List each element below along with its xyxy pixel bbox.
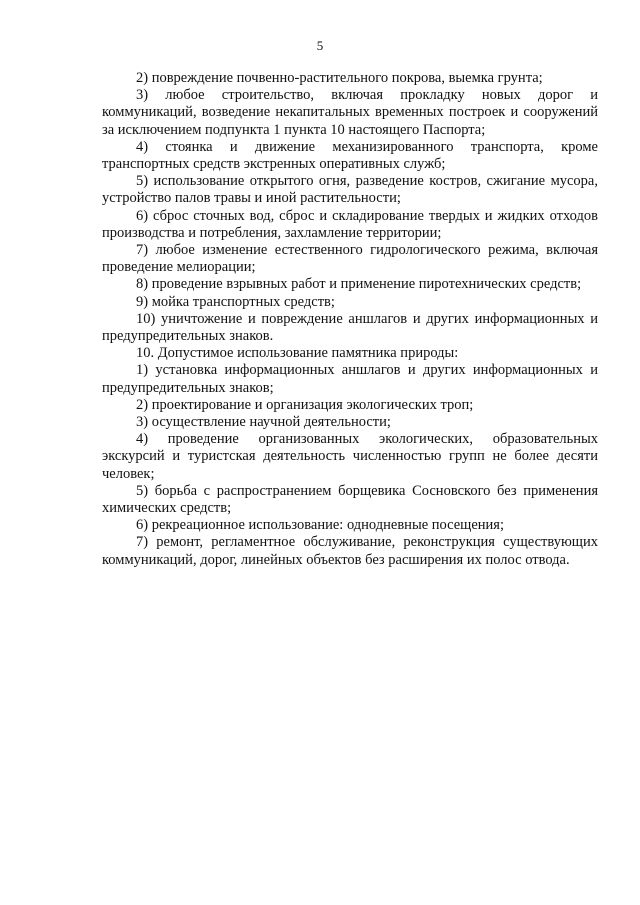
prohibition-item-4: 4) стоянка и движение механизированного транспорта, кроме транспортных средств экстренных оперативных служб; — [102, 138, 598, 173]
permitted-item-2: 2) проектирование и организация экологических троп; — [136, 396, 474, 413]
section-heading-permitted-use: 10. Допустимое использование памятника природы: — [136, 345, 459, 362]
document-body — [102, 70, 598, 569]
permitted-item-6: 6) рекреационное использование: однодневные посещения; — [136, 517, 504, 534]
permitted-item-7: 7) ремонт, регламентное обслуживание, реконструкция существующих коммуникаций, дорог, линейных объектов без расширения их полос отвода. — [102, 534, 598, 568]
prohibition-item-10: 10) уничтожение и повреждение аншлагов и других информационных и предупредительных знаков. — [102, 310, 598, 345]
prohibition-item-7: 7) любое изменение естественного гидрологического режима, включая проведение мелиорации; — [102, 242, 598, 276]
prohibition-item-2: 2) повреждение почвенно-растительного покрова, выемка грунта; — [136, 70, 543, 86]
prohibition-item-6: 6) сброс сточных вод, сброс и складирование твердых и жидких отходов производства и потребления, захламление территории; — [102, 207, 598, 241]
prohibition-item-9: 9) мойка транспортных средств; — [136, 293, 335, 310]
permitted-item-4: 4) проведение организованных экологических, образовательных экскурсий и туристская деятельность численностью групп не более десяти человек; — [102, 431, 598, 482]
prohibition-item-5: 5) использование открытого огня, разведение костров, сжигание мусора, устройство палов травы и иной растительности; — [102, 173, 598, 207]
permitted-item-3: 3) осуществление научной деятельности; — [136, 414, 391, 431]
permitted-item-1: 1) установка информационных аншлагов и других информационных и предупредительных знаков; — [102, 362, 598, 396]
page-number: 5 — [316, 38, 324, 53]
permitted-item-5: 5) борьба с распространением борщевика Сосновского без применения химических средств; — [102, 482, 598, 517]
prohibition-item-8: 8) проведение взрывных работ и применение пиротехнических средств; — [136, 276, 582, 293]
prohibition-item-3: 3) любое строительство, включая прокладку новых дорог и коммуникаций, возведение некапитальных временных построек и сооружений за исключением подпункта 1 пункта 10 настоящего Паспорта; — [102, 87, 598, 138]
